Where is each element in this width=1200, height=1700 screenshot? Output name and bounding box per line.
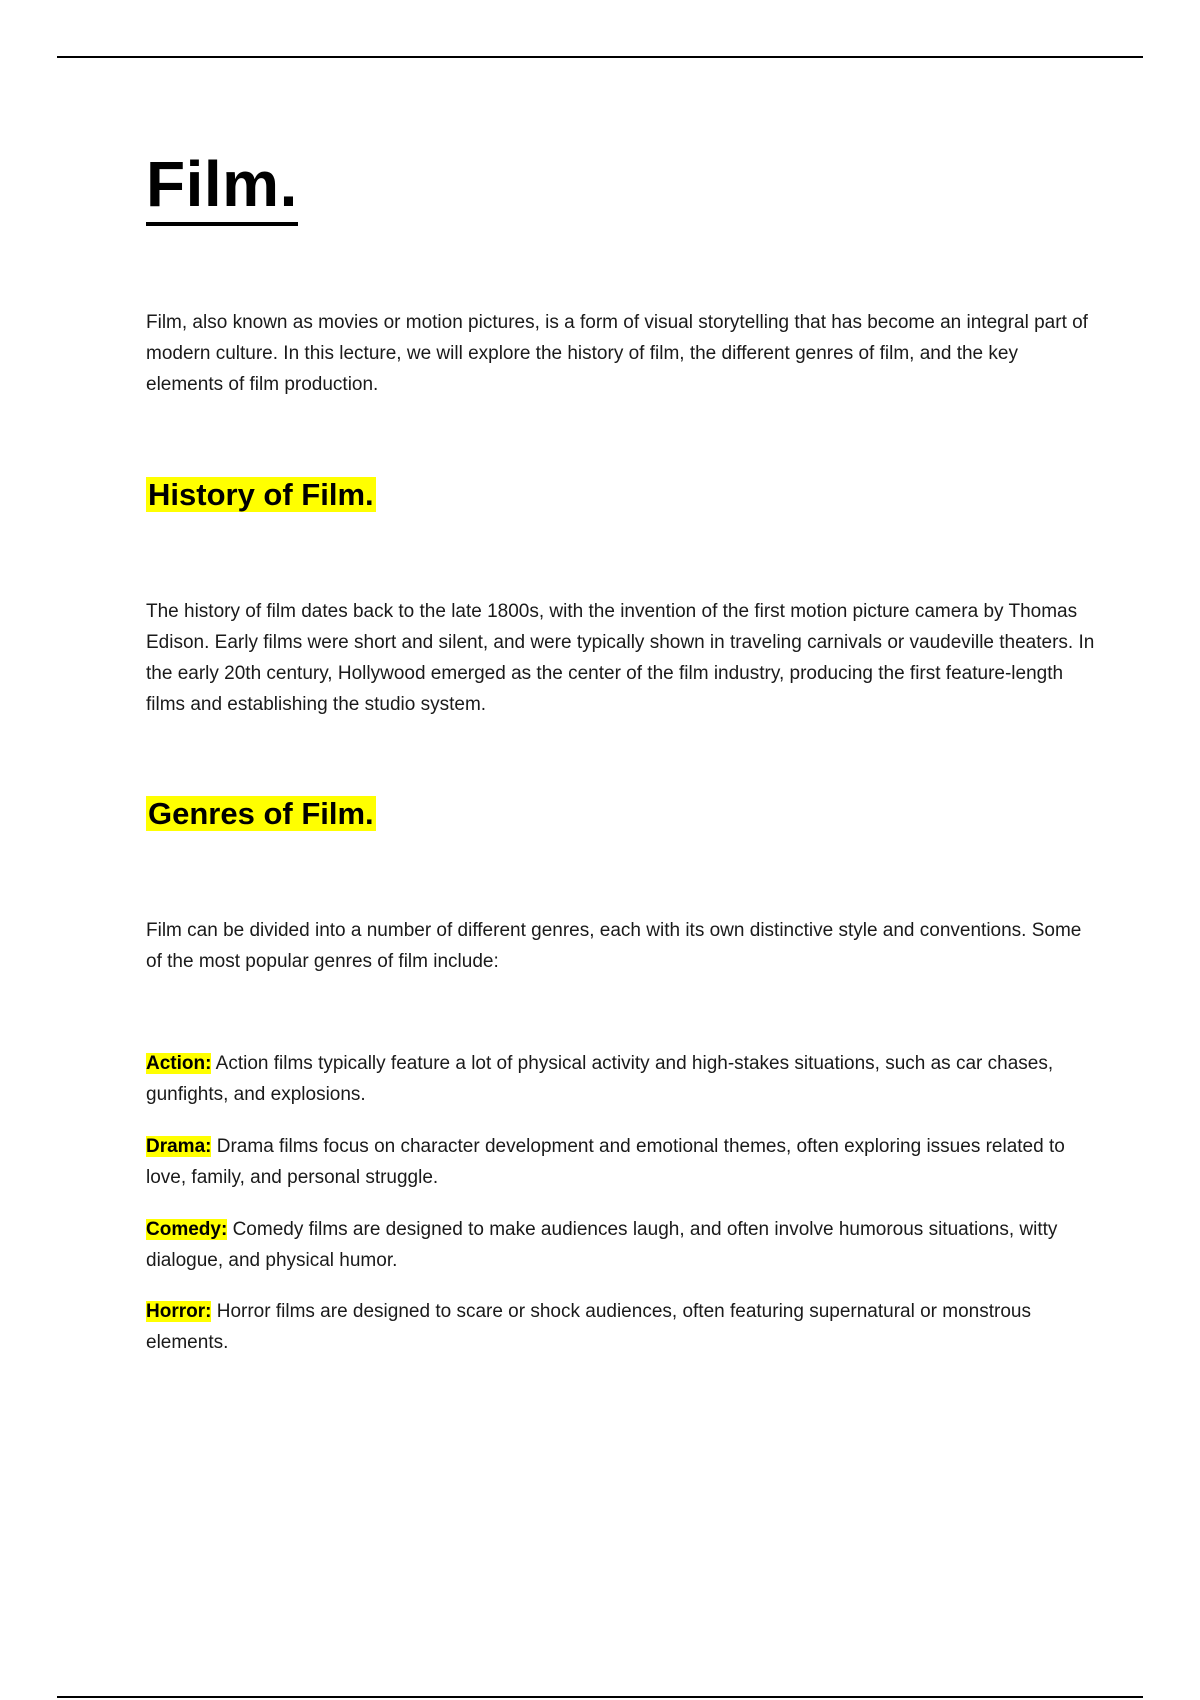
history-heading bbox=[146, 472, 376, 518]
genre-item-drama bbox=[146, 1131, 1096, 1193]
genres-heading bbox=[146, 791, 376, 837]
genre-description: Comedy films are designed to make audiences laugh, and often involve humorous situations, witty dialogue, and physical humor. bbox=[146, 1219, 1058, 1271]
history-heading-text: History of Film. bbox=[148, 477, 374, 512]
genre-name: Drama: bbox=[146, 1136, 212, 1157]
history-paragraph: The history of film dates back to the late 1800s, with the invention of the first motion picture camera by Thomas Edison. Early films were short and silent, and were typically shown in traveling carnivals or vaudeville theaters. In the early 20th century, Hollywood emerged as the center of the film industry, producing the first feature-length films and establishing the studio system. bbox=[146, 601, 1095, 715]
genres-intro-paragraph: Film can be divided into a number of different genres, each with its own distinctive style and conventions. Some of the most popular genres of film include: bbox=[146, 920, 1082, 972]
genre-name: Action: bbox=[146, 1053, 212, 1074]
genre-name: Horror: bbox=[146, 1301, 212, 1322]
genre-item-comedy bbox=[146, 1214, 1096, 1276]
genre-description: Horror films are designed to scare or shock audiences, often featuring supernatural or monstrous elements. bbox=[146, 1301, 1031, 1353]
top-rule bbox=[57, 56, 1143, 58]
intro-paragraph: Film, also known as movies or motion pictures, is a form of visual storytelling that has become an integral part of modern culture. In this lecture, we will explore the history of film, the different genres of film, and the key elements of film production. bbox=[146, 312, 1088, 395]
bottom-rule bbox=[57, 1696, 1143, 1698]
page-title: Film. bbox=[146, 152, 298, 226]
genre-description: Drama films focus on character development and emotional themes, often exploring issues related to love, family, and personal struggle. bbox=[146, 1136, 1065, 1188]
genres-heading-text: Genres of Film. bbox=[148, 796, 374, 831]
genre-item-horror bbox=[146, 1296, 1096, 1358]
genre-description: Action films typically feature a lot of physical activity and high-stakes situations, such as car chases, gunfights, and explosions. bbox=[146, 1053, 1054, 1105]
genre-name: Comedy: bbox=[146, 1219, 228, 1240]
genre-item-action bbox=[146, 1048, 1096, 1110]
